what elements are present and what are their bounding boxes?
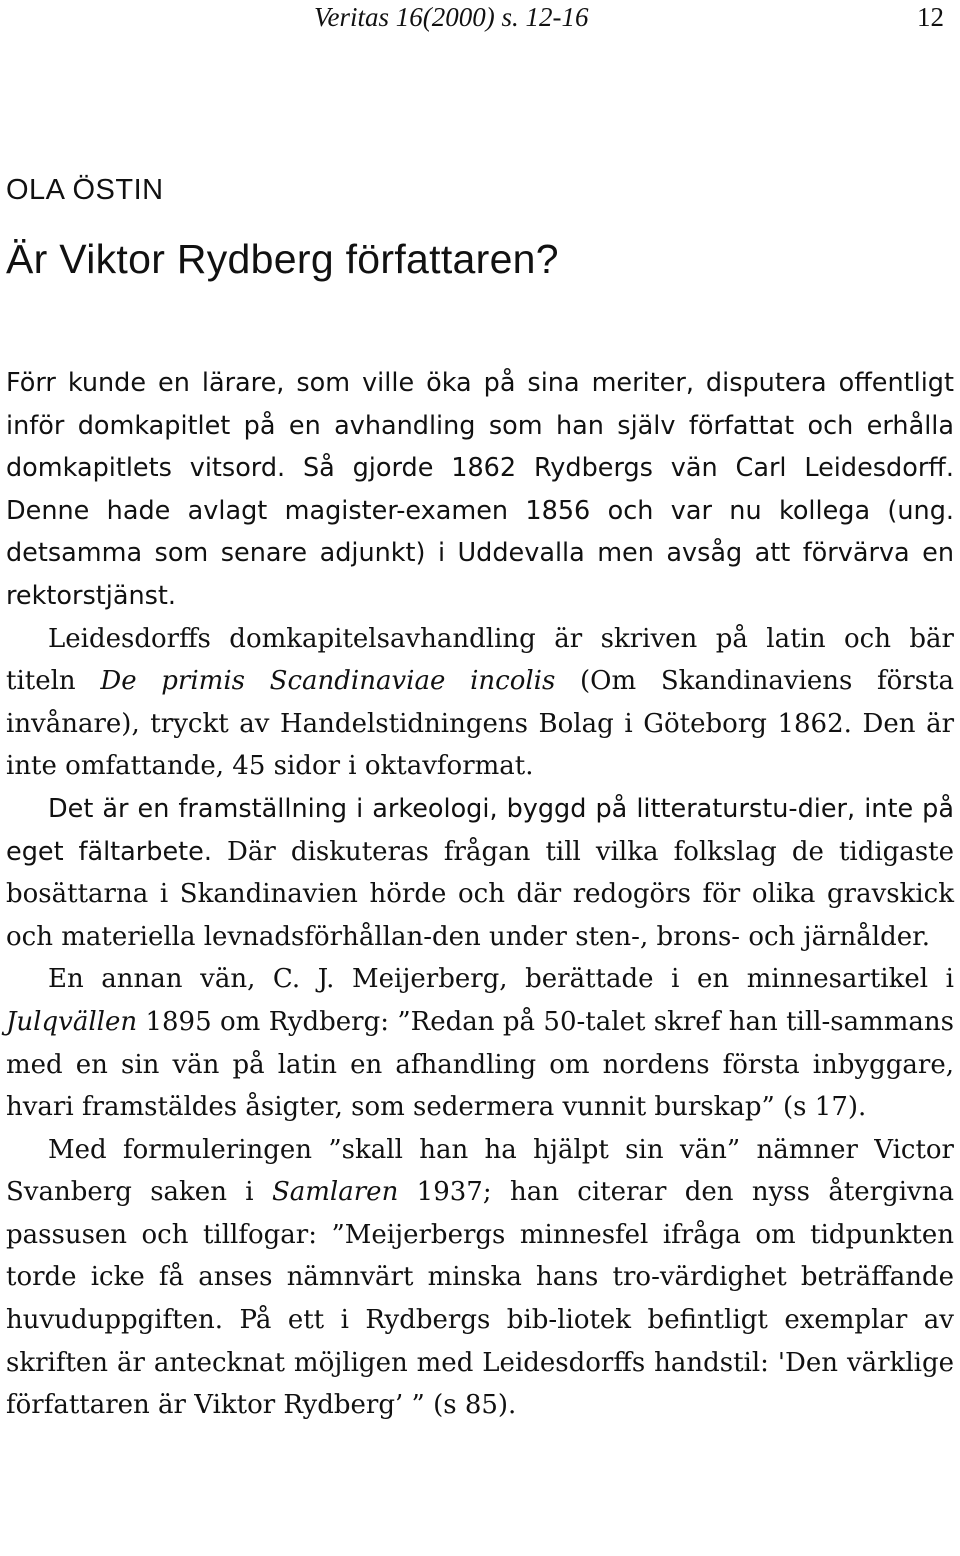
running-header bbox=[6, 2, 954, 42]
paragraph-3-text-a: Det är en framställning i arkeologi, byggd på litteraturstu-dier, inte på eget fältarbete. bbox=[6, 793, 954, 867]
paragraph-2-text-b: (Om Skandinaviens första invånare), tryckt av Handelstidningens Bolag i Göteborg 1862. Den är inte omfattande, 45 sidor i oktavformat. bbox=[6, 666, 954, 782]
article-body bbox=[6, 362, 954, 1427]
journal-reference: Veritas 16(2000) s. 12-16 bbox=[314, 2, 589, 32]
article-title: Är Viktor Rydberg författaren? bbox=[6, 236, 559, 282]
paragraph-2-latin-title: De primis Scandinaviae incolis bbox=[100, 666, 556, 697]
paragraph-4 bbox=[6, 958, 954, 1128]
paragraph-3 bbox=[6, 788, 954, 958]
paragraph-4-text-a: En annan vän, C. J. Meijerberg, berättade i en minnesartikel i bbox=[48, 964, 954, 995]
paragraph-5 bbox=[6, 1129, 954, 1427]
paragraph-4-text-b: 1895 om Rydberg: ”Redan på 50-talet skref han till-sammans med en sin vän på latin en afhandling om nordens första inbyggare, hvari framstäldes åsigter, som sedermera vunnit burskap” (s 17). bbox=[6, 1006, 954, 1123]
paragraph-5-text-b: 1937; han citerar den nyss återgivna passusen och tillfogar: ”Meijerbergs minnesfel ifråga om tidpunkten torde icke få anses nämnvärt minska hans tro-värdighet beträffande huvuduppgiften. På ett i Rydbergs bib-liotek befintligt exemplar av skriften är antecknat möjligen med Leidesdorffs handstil: 'Den värklige författaren är Viktor Rydberg’ ” (s 85). bbox=[6, 1177, 954, 1421]
paragraph-1: Förr kunde en lärare, som ville öka på sina meriter, disputera offentligt inför domkapitlet på en avhandling som han själv författat och erhålla domkapitlets vitsord. Så gjorde 1862 Rydbergs vän Carl Leidesdorff. Denne hade avlagt magister-examen 1856 och var nu kollega (ung. detsamma som senare adjunkt) i Uddevalla men avsåg att förvärva en rektorstjänst. bbox=[6, 368, 954, 611]
paragraph-5-publication: Samlaren bbox=[271, 1177, 399, 1208]
paragraph-2-text-a: Leidesdorffs domkapitelsavhandling är skriven på latin och bär titeln bbox=[6, 623, 954, 697]
paragraph-5-text-a: Med formuleringen ”skall han ha hjälpt sin vän” nämner Victor Svanberg saken i bbox=[6, 1134, 954, 1208]
paragraph-3-text-b: Där diskuteras frågan till vilka folkslag de tidigaste bosättarna i Skandinavien hörde och där redogörs för olika gravskick och materiella levnadsförhållan-den under sten-, brons- och järnålder. bbox=[6, 836, 954, 952]
paragraph-4-publication: Julqvällen bbox=[6, 1006, 138, 1037]
page-number: 12 bbox=[917, 2, 944, 32]
article-author: OLA ÖSTIN bbox=[6, 174, 164, 206]
paragraph-2 bbox=[6, 618, 954, 788]
